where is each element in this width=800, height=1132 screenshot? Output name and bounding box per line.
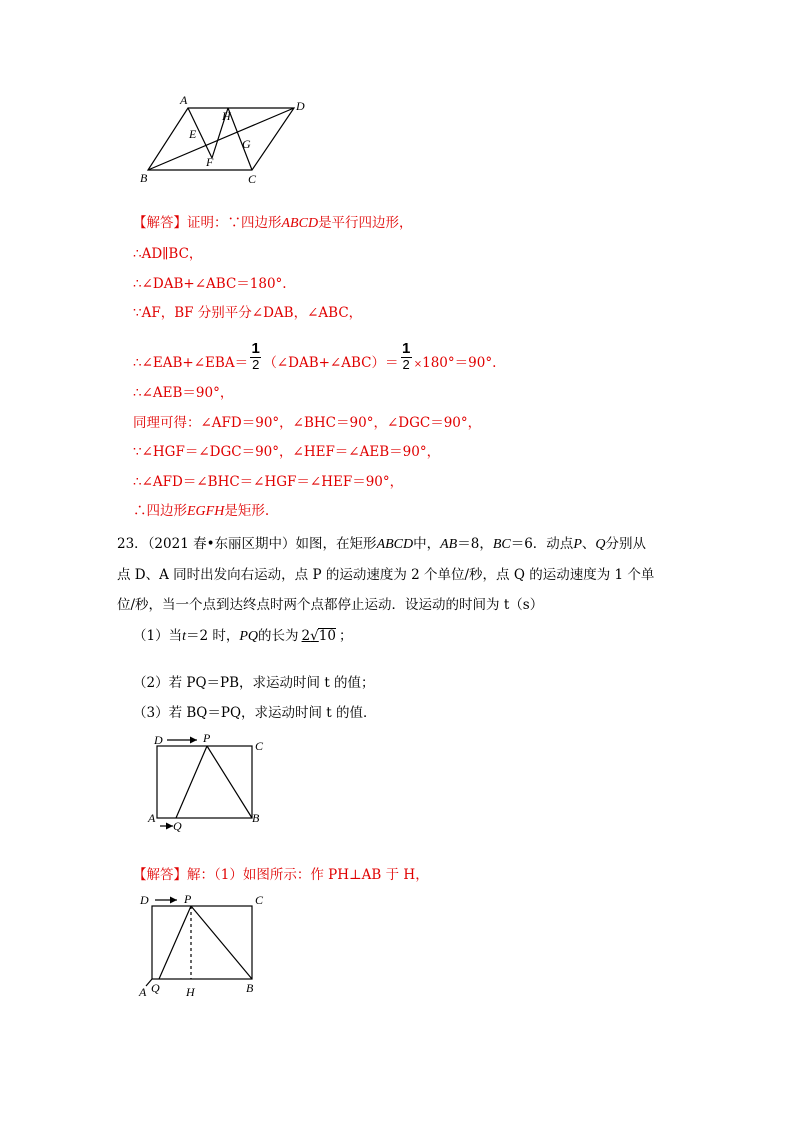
rectangle-figure — [140, 728, 270, 833]
label-D: D — [140, 893, 149, 907]
label-B: B — [246, 981, 254, 995]
label-A: A — [139, 985, 147, 999]
answer-tag: 【解答】 — [133, 867, 187, 883]
label-A: A — [180, 93, 188, 107]
rectangle-height-figure — [135, 886, 270, 1001]
label-C: C — [255, 739, 264, 753]
problem23-line3: 位/秒，当一个点到达终点时两个点都停止运动．设运动的时间为 t（s） — [117, 597, 544, 613]
label-E: E — [189, 127, 197, 141]
label-Q: Q — [151, 981, 160, 995]
label-P: P — [184, 892, 192, 906]
answer-blank: 2√10 — [301, 628, 336, 644]
label-B: B — [252, 811, 260, 825]
question3: （3）若 BQ＝PQ，求运动时间 t 的值． — [133, 705, 377, 721]
label-C: C — [255, 893, 264, 907]
answer-tag: 【解答】 — [133, 215, 187, 231]
parallelogram-figure — [130, 90, 310, 190]
label-Q: Q — [173, 819, 182, 833]
question1: （1）当t＝2 时，PQ的长为 2√10 ； — [133, 628, 353, 644]
label-A: A — [148, 811, 156, 825]
label-F: F — [206, 155, 214, 169]
label-P: P — [203, 731, 211, 745]
solution1-line1: 【解答】证明：∵四边形ABCD是平行四边形， — [133, 215, 413, 231]
label-H: H — [222, 109, 231, 123]
label-D: D — [154, 733, 163, 747]
solution1-line9: ∴∠AFD＝∠BHC＝∠HGF＝∠HEF＝90°， — [133, 474, 404, 490]
label-B: B — [140, 171, 148, 185]
question2: （2）若 PQ＝PB，求运动时间 t 的值； — [133, 675, 375, 691]
label-C: C — [248, 172, 257, 186]
fraction-half: $\frac{1}{2}$ — [251, 340, 260, 372]
solution1-line3: ∴∠DAB+∠ABC＝180°. — [133, 276, 287, 292]
solution1-line4: ∵AF，BF 分别平分∠DAB，∠ABC， — [133, 305, 363, 321]
fraction-half-2: $\frac{1}{2}$ — [401, 340, 411, 372]
solution1-line2: ∴AD∥BC， — [133, 246, 203, 262]
solution1-line10: ∴四边形EGFH是矩形. — [133, 503, 270, 519]
label-H: H — [186, 985, 195, 999]
problem23-line1: 23．（2021 春•东丽区期中）如图，在矩形ABCD中，AB＝8，BC＝6．动点P、Q分别从 — [117, 536, 646, 552]
label-G: G — [242, 137, 251, 151]
solution1-line7: 同理可得：∠AFD＝90°，∠BHC＝90°，∠DGC＝90°， — [133, 415, 482, 431]
problem23-line2: 点 D、A 同时出发向右运动，点 P 的运动速度为 2 个单位/秒，点 Q 的运动速度为 1 个单 — [117, 567, 655, 583]
solution1-line6: ∴∠AEB＝90°， — [133, 385, 234, 401]
solution1-line8: ∵∠HGF＝∠DGC＝90°，∠HEF＝∠AEB＝90°， — [133, 444, 441, 460]
solution1-line5: ∴∠EAB+∠EBA＝ $\frac{1}{2}$ （∠DAB+∠ABC）＝ $\frac{1}{2}$ ×180°＝90°. — [133, 340, 497, 372]
problem-number: 23． — [117, 536, 148, 552]
label-D: D — [296, 99, 305, 113]
solution2-line1: 【解答】解：（1）如图所示：作 PH⊥AB 于 H， — [133, 867, 429, 883]
